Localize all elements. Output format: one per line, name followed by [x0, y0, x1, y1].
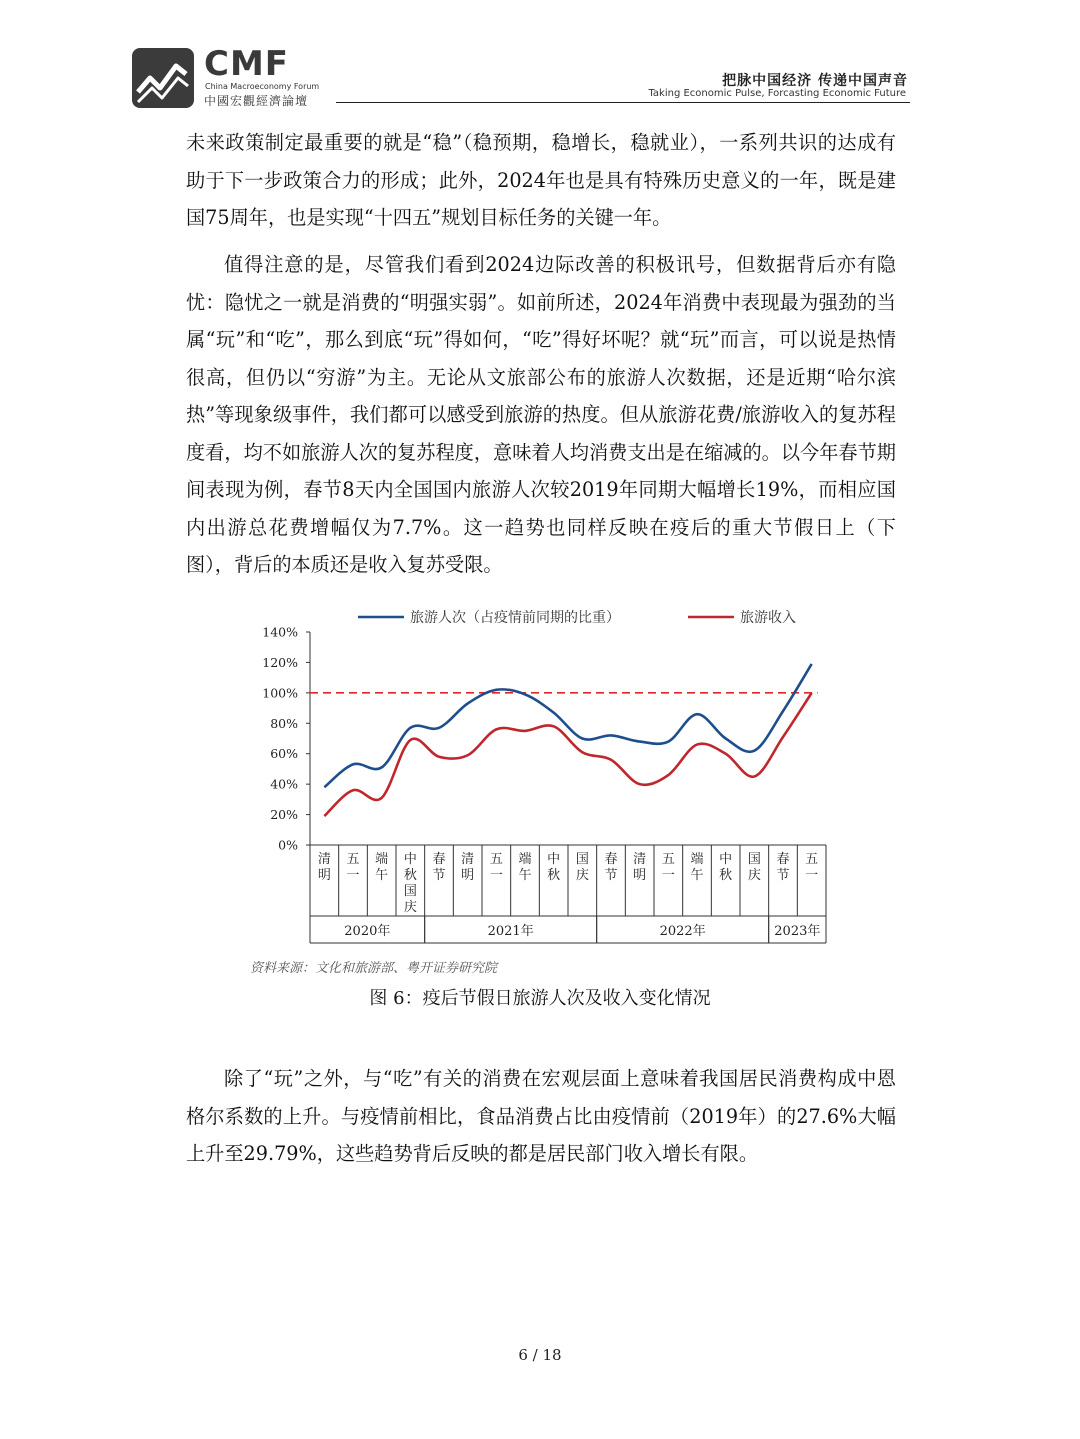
x-tick-label: 庆: [575, 868, 589, 883]
x-tick-label: 中: [547, 852, 561, 867]
year-label: 2021年: [487, 924, 534, 939]
x-tick-label: 五: [805, 852, 819, 867]
x-tick-label: 一: [346, 868, 360, 883]
year-label: 2020年: [344, 924, 391, 939]
x-tick-label: 春: [432, 852, 446, 867]
x-tick-label: 明: [633, 868, 647, 883]
page-header: [0, 0, 1080, 110]
x-tick-label: 午: [375, 868, 389, 883]
series-line-visitors: [324, 664, 811, 787]
x-tick-label: 午: [518, 868, 532, 883]
y-tick-label: 120%: [262, 654, 298, 670]
body-paragraph-2: 值得注意的是，尽管我们看到2024边际改善的积极讯号，但数据背后亦有隐忧：隐忧之一就是消费的“明强实弱”。如前所述，2024年消费中表现最为强劲的当属“玩”和“吃”，那么到底“玩”得如何，“吃”得好坏呢？就“玩”而言，可以说是热情很高，但仍以“穷游”为主。无论从文旅部公布的旅游人次数据，还是近期“哈尔滨热”等现象级事件，我们都可以感受到旅游的热度。但从旅游花费/旅游收入的复苏程度看，均不如旅游人次的复苏程度，意味着人均消费支出是在缩减的。以今年春节期间表现为例，春节8天内全国国内旅游人次较2019年同期大幅增长19%，而相应国内出游总花费增幅仅为7.7%。这一趋势也同样反映在疫后的重大节假日上（下图），背后的本质还是收入复苏受限。: [186, 253, 896, 576]
x-tick-label: 明: [461, 868, 475, 883]
x-tick-label: 国: [403, 884, 417, 899]
x-tick-label: 秋: [403, 868, 417, 883]
x-tick-label: 国: [575, 852, 589, 867]
x-tick-label: 午: [690, 868, 704, 883]
logo-text: CMF: [204, 44, 290, 84]
x-tick-label: 五: [346, 852, 360, 867]
cmf-logo-icon: [132, 48, 194, 108]
x-tick-label: 端: [518, 852, 532, 867]
x-tick-label: 节: [776, 868, 790, 883]
legend-label: 旅游人次（占疫情前同期的比重）: [410, 610, 620, 626]
x-tick-label: 春: [776, 852, 790, 867]
x-tick-label: 春: [604, 852, 618, 867]
y-tick-label: 80%: [270, 715, 298, 731]
x-tick-label: 五: [661, 852, 675, 867]
logo-subtitle-cn: 中國宏觀經濟論壇: [204, 94, 309, 108]
x-tick-label: 秋: [547, 868, 561, 883]
y-tick-label: 100%: [262, 685, 298, 701]
y-tick-label: 40%: [270, 776, 298, 792]
y-tick-label: 60%: [270, 746, 298, 762]
x-tick-label: 中: [719, 852, 733, 867]
y-tick-label: 0%: [278, 837, 298, 853]
chart-svg: [248, 598, 848, 982]
x-tick-label: 节: [604, 868, 618, 883]
x-tick-label: 清: [633, 852, 647, 867]
x-tick-label: 端: [690, 852, 704, 867]
x-tick-label: 一: [489, 868, 503, 883]
body-paragraph-3: 除了“玩”之外，与“吃”有关的消费在宏观层面上意味着我国居民消费构成中恩格尔系数的上升。与疫情前相比，食品消费占比由疫情前（2019年）的27.6%大幅上升至29.79%，这些趋势背后反映的都是居民部门收入增长有限。: [186, 1067, 896, 1165]
header-slogan-cn: 把脉中国经济 传递中国声音: [722, 73, 908, 89]
x-tick-label: 五: [489, 852, 503, 867]
tourism-chart: [248, 598, 848, 982]
y-tick-label: 20%: [270, 807, 298, 823]
x-tick-label: 庆: [403, 900, 417, 915]
x-tick-label: 国: [747, 852, 761, 867]
year-label: 2022年: [659, 924, 706, 939]
x-tick-label: 一: [661, 868, 675, 883]
series-line-revenue: [324, 693, 811, 816]
header-slogan-en: Taking Economic Pulse, Forcasting Economic Future: [648, 88, 906, 99]
x-tick-label: 明: [317, 868, 331, 883]
year-label: 2023年: [774, 924, 821, 939]
body-paragraph-1: 未来政策制定最重要的就是“稳”（稳预期，稳增长，稳就业），一系列共识的达成有助于下一步政策合力的形成；此外，2024年也是具有特殊历史意义的一年，既是建国75周年，也是实现“十四五”规划目标任务的关键一年。: [186, 131, 896, 229]
chart-source: 资料来源：文化和旅游部、粤开证券研究院: [250, 961, 498, 976]
x-tick-label: 中: [403, 852, 417, 867]
header-divider: [336, 102, 910, 103]
x-tick-label: 清: [317, 852, 331, 867]
page-number: 6 / 18: [518, 1346, 562, 1364]
x-tick-label: 秋: [719, 868, 733, 883]
legend-label: 旅游收入: [740, 610, 796, 626]
y-tick-label: 140%: [262, 624, 298, 640]
figure-caption: 图 6：疫后节假日旅游人次及收入变化情况: [369, 988, 711, 1009]
x-tick-label: 一: [805, 868, 819, 883]
x-tick-label: 节: [432, 868, 446, 883]
x-tick-label: 庆: [747, 868, 761, 883]
x-tick-label: 端: [375, 852, 389, 867]
x-tick-label: 清: [461, 852, 475, 867]
logo-subtitle-en: China Macroeconomy Forum: [205, 82, 320, 91]
